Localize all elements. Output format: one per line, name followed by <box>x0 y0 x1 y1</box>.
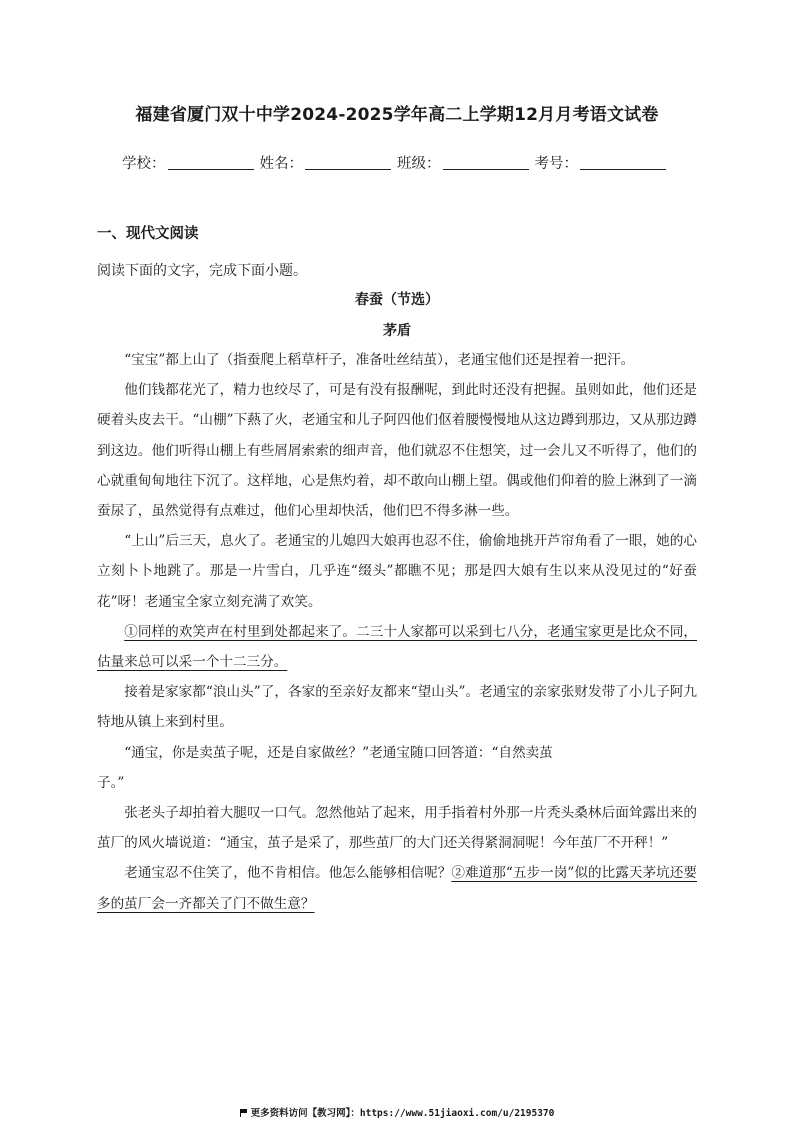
paragraph-2: 他们钱都花光了，精力也绞尽了，可是有没有报酬呢，到此时还没有把握。虽则如此，他们还是硬着头皮去干。“山棚”下爇了火，老通宝和儿子阿四他们伛着腰慢慢地从这边蹲到那边，又从那边蹲到这边。他们听得山棚上有些屑屑索索的细声音，他们就忍不住想笑，过一会儿又不听得了，他们的心就重甸甸地往下沉了。这样地，心是焦灼着，却不敢向山棚上望。偶或他们仰着的脸上淋到了一滴蚕尿了，虽然觉得有点难过，他们心里却快活，他们巴不得多淋一些。 <box>97 382 697 520</box>
school-blank[interactable] <box>168 155 254 170</box>
paragraph-4 <box>97 617 697 677</box>
passage-title: 春蚕（节选） <box>355 292 439 308</box>
school-field <box>122 152 260 173</box>
exam-number-field <box>535 152 673 173</box>
school-label: 学校： <box>122 156 166 172</box>
passage-author: 茅盾 <box>383 323 411 339</box>
exam-number-blank[interactable] <box>580 155 666 170</box>
underlined-sentence-2: ②难道那“五步一岗”似的比露天茅坑还要多的茧厂会一齐都关了门不做生意？ <box>97 865 698 912</box>
name-label: 姓名： <box>259 156 303 172</box>
class-blank[interactable] <box>443 155 529 170</box>
passage-body <box>97 345 697 919</box>
footer <box>0 1105 794 1119</box>
exam-number-label: 考号： <box>534 156 578 172</box>
class-label: 班级： <box>397 156 441 172</box>
paragraph-8-text: 老通宝忍不住笑了，他不肯相信。他怎么能够相信呢？ <box>124 865 452 882</box>
paragraph-7: 张老头子却拍着大腿叹一口气。忽然他站了起来，用手指着村外那一片秃头桑林后面耸露出来的茧厂的风火墙说道：“通宝，茧子是采了，那些茧厂的大门还关得紧洞洞呢！今年茧厂不开秤！” <box>97 805 697 852</box>
paragraph-8 <box>97 858 697 918</box>
underlined-sentence-1: ①同样的欢笑声在村里到处都起来了。二三十人家都可以采到七八分，老通宝家更是比众不同，估量来总可以采一个十二三分。 <box>97 623 697 671</box>
paragraph-6-continuation: 子。” <box>97 774 125 791</box>
reading-instruction: 阅读下面的文字，完成下面小题。 <box>97 264 307 279</box>
paragraph-6: “通宝，你是卖茧子呢，还是自家做丝？”老通宝随口回答道：“自然卖茧 <box>124 744 553 761</box>
paragraph-1: “宝宝”都上山了（指蚕爬上稻草杆子，准备吐丝结茧），老通宝他们还是捏着一把汗。 <box>124 352 635 368</box>
exam-title: 福建省厦门双十中学2024-2025学年高二上学期12月月考语文试卷 <box>135 105 659 125</box>
paragraph-5: 接着是家家都“浪山头”了，各家的至亲好友都来“望山头”。老通宝的亲家张财发带了小儿子阿九特地从镇上来到村里。 <box>97 684 697 731</box>
name-blank[interactable] <box>305 155 391 170</box>
section-heading: 一、现代文阅读 <box>97 226 199 242</box>
class-field <box>397 152 535 173</box>
flag-icon <box>240 1109 247 1117</box>
footer-link[interactable]: 更多资料访问【教习网】：https://www.51jiaoxi.com/u/2195370 <box>250 1108 555 1119</box>
student-info-line <box>0 152 794 173</box>
name-field <box>260 152 398 173</box>
paragraph-3: “上山”后三天，息火了。老通宝的儿媳四大娘再也忍不住，偷偷地挑开芦帘角看了一眼，她的心立刻卜卜地跳了。那是一片雪白，几乎连“缀头”都瞧不见；那是四大娘有生以来从没见过的“好蚕花”呀！老通宝全家立刻充满了欢笑。 <box>97 533 697 610</box>
